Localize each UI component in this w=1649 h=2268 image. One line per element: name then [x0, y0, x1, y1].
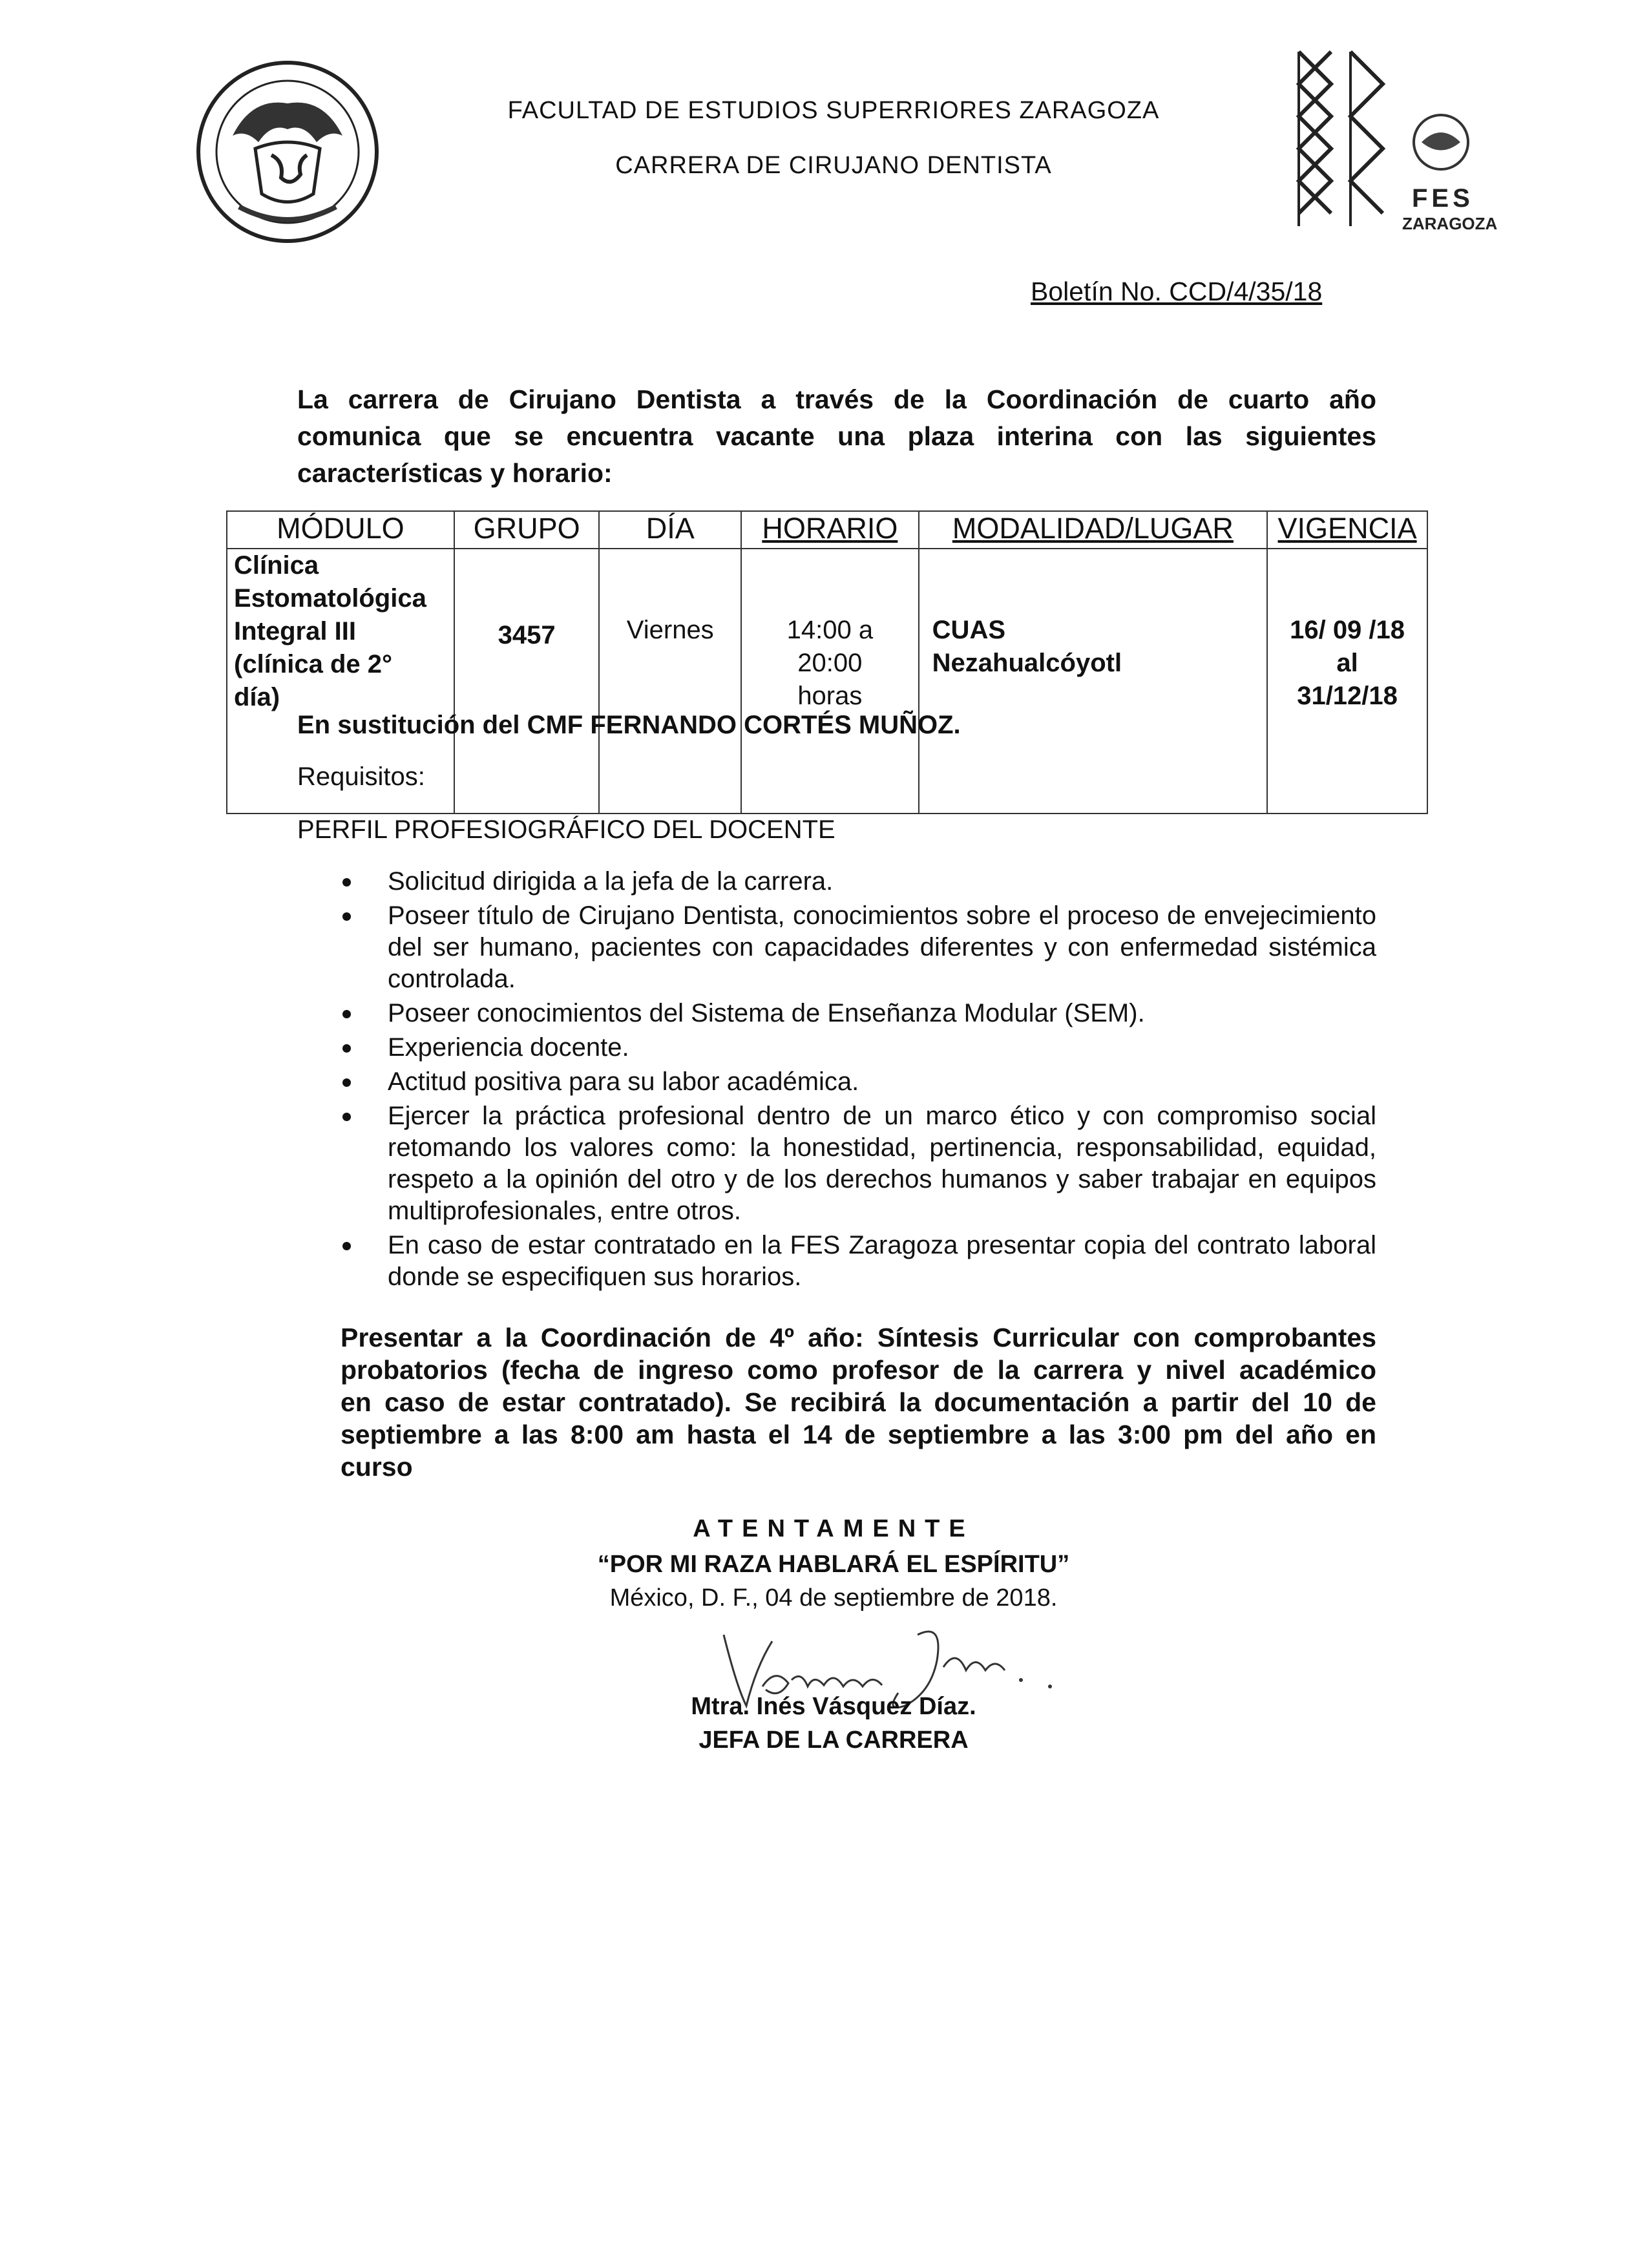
unam-seal-icon	[194, 58, 381, 246]
signer-title: JEFA DE LA CARRERA	[698, 1727, 969, 1754]
header-modulo: MÓDULO	[227, 511, 454, 549]
closing-atentamente: ATENTAMENTE	[693, 1515, 974, 1542]
header-dia: DÍA	[599, 511, 741, 549]
substitution-note: En sustitución del CMF FERNANDO CORTÉS MUÑOZ.	[297, 711, 961, 739]
cell-vigencia: 16/ 09 /18 al 31/12/18	[1267, 549, 1427, 814]
bulletin-number: Boletín No. CCD/4/35/18	[1031, 277, 1323, 306]
requirements-list	[342, 866, 1376, 1296]
fes-logo-text: FES	[1412, 184, 1474, 213]
place-date: México, D. F., 04 de septiembre de 2018.	[609, 1584, 1058, 1612]
cell-grupo: 3457	[454, 549, 600, 814]
requirements-heading: Requisitos:	[297, 762, 425, 791]
intro-line: características y horario:	[297, 458, 613, 488]
intro-line: comunica que se encuentra vacante una plaza interina con las siguientes	[297, 421, 1376, 451]
intro-paragraph	[297, 381, 1376, 492]
closing-motto: “POR MI RAZA HABLARÁ EL ESPÍRITU”	[597, 1551, 1070, 1578]
fes-logo-subtext: ZARAGOZA	[1402, 214, 1498, 233]
submission-instructions: Presentar a la Coordinación de 4º año: Síntesis Curricular con comprobantes probatorios (fecha de ingreso como profesor de la carrera y nivel académico en caso de estar contratado). Se recibirá la documentación a partir del 10 de septiembre a las 8:00 am hasta el 14 de septiembre a las 3:00 pm del año en curso	[341, 1323, 1376, 1482]
career-title: CARRERA DE CIRUJANO DENTISTA	[615, 152, 1052, 179]
cell-lugar: CUAS Nezahualcóyotl	[919, 549, 1267, 814]
list-item: Solicitud dirigida a la jefa de la carrera.	[342, 866, 1376, 898]
header-grupo: GRUPO	[454, 511, 600, 549]
fes-zaragoza-logo-icon	[1286, 45, 1498, 239]
table-header-row	[227, 511, 1427, 549]
faculty-title: FACULTAD DE ESTUDIOS SUPERRIORES ZARAGOZA	[507, 97, 1160, 124]
signer-name: Mtra. Inés Vásquez Díaz.	[691, 1693, 976, 1720]
list-item: En caso de estar contratado en la FES Zaragoza presentar copia del contrato laboral donde se especifiquen sus horarios.	[342, 1230, 1376, 1293]
profile-heading: PERFIL PROFESIOGRÁFICO DEL DOCENTE	[297, 815, 835, 844]
header-vigencia: VIGENCIA	[1267, 511, 1427, 549]
list-item: Ejercer la práctica profesional dentro de un marco ético y con compromiso social retomando los valores como: la honestidad, pertinencia, responsabilidad, equidad, respeto a la opinión del otro y de los derechos humanos y saber trabajar en equipos multiprofesionales, entre otros.	[342, 1100, 1376, 1227]
list-item: Actitud positiva para su labor académica.	[342, 1066, 1376, 1098]
intro-line: La carrera de Cirujano Dentista a través de la Coordinación de cuarto año	[297, 384, 1376, 414]
cell-horario: 14:00 a 20:00 horas	[741, 549, 919, 814]
cell-modulo: Clínica Estomatológica Integral III (clínica de 2° día)	[227, 549, 454, 814]
header-horario: HORARIO	[741, 511, 919, 549]
list-item: Experiencia docente.	[342, 1032, 1376, 1064]
list-item: Poseer conocimientos del Sistema de Enseñanza Modular (SEM).	[342, 998, 1376, 1029]
cell-dia: Viernes	[599, 549, 741, 814]
list-item: Poseer título de Cirujano Dentista, conocimientos sobre el proceso de envejecimiento del ser humano, pacientes con capacidades diferentes y con enfermedad sistémica controlada.	[342, 900, 1376, 995]
header-modalidad: MODALIDAD/LUGAR	[919, 511, 1267, 549]
